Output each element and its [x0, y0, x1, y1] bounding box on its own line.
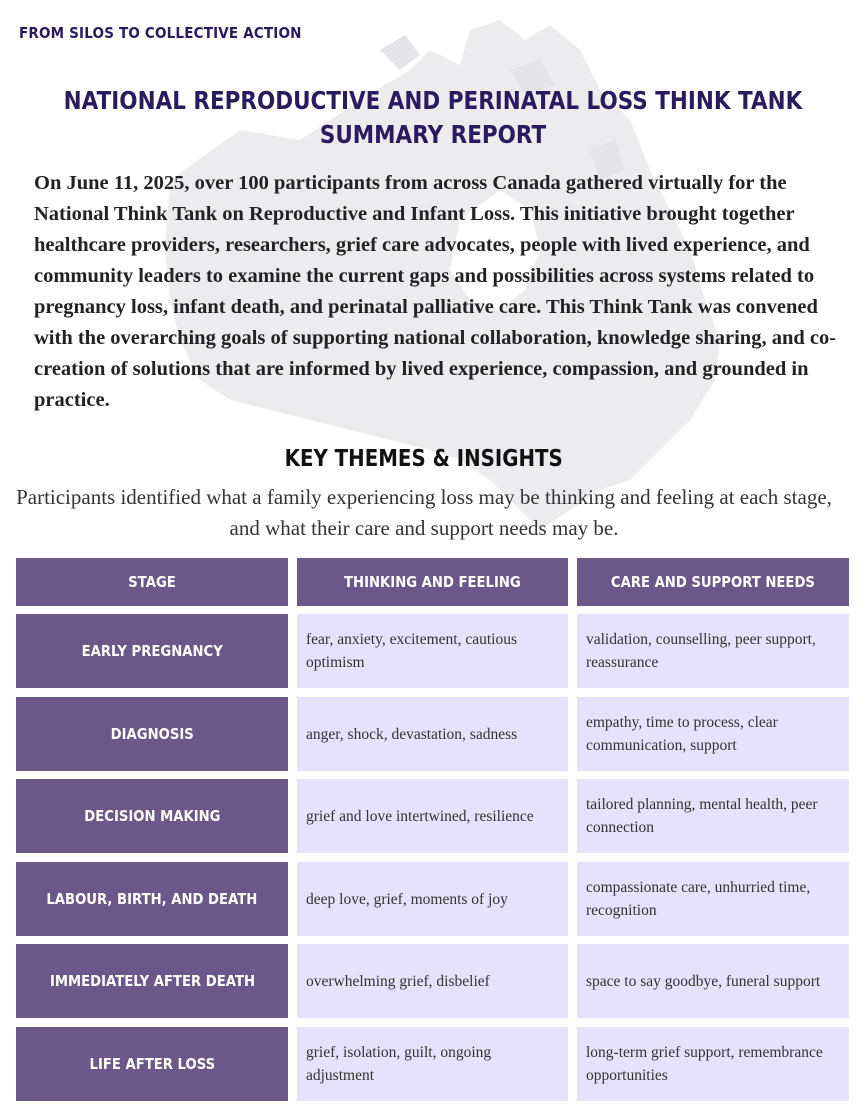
feeling-cell: fear, anxiety, excitement, cautious optimism: [297, 614, 568, 688]
table-row: [16, 779, 849, 853]
needs-cell: compassionate care, unhurried time, recognition: [577, 862, 849, 936]
report-title: [0, 84, 866, 152]
needs-cell: space to say goodbye, funeral support: [577, 944, 849, 1018]
table-row: [16, 944, 849, 1018]
header-stage: STAGE: [16, 558, 288, 606]
table-row: [16, 614, 849, 688]
stage-cell: LIFE AFTER LOSS: [16, 1027, 288, 1101]
needs-cell: long-term grief support, remembrance opportunities: [577, 1027, 849, 1101]
report-title-line1: NATIONAL REPRODUCTIVE AND PERINATAL LOSS THINK TANK: [63, 86, 803, 115]
themes-subtitle: Participants identified what a family experiencing loss may be thinking and feeling at each stage, and what their care and support needs may be.: [16, 485, 832, 540]
stage-cell: DECISION MAKING: [16, 779, 288, 853]
intro-paragraph: On June 11, 2025, over 100 participants from across Canada gathered virtually for the National Think Tank on Reproductive and Infant Loss. This initiative brought together healthcare providers, researchers, grief care advocates, people with lived experience, and community leaders to examine the current gaps and possibilities across systems related to pregnancy loss, infant death, and perinatal palliative care. This Think Tank was convened with the overarching goals of supporting national collaboration, knowledge sharing, and co-creation of solutions that are informed by lived experience, compassion, and grounded in practice.: [34, 172, 837, 411]
needs-cell: empathy, time to process, clear communication, support: [577, 697, 849, 771]
feeling-cell: deep love, grief, moments of joy: [297, 862, 568, 936]
feeling-cell: grief, isolation, guilt, ongoing adjustment: [297, 1027, 568, 1101]
table-header-row: [16, 558, 849, 606]
feeling-cell: grief and love intertwined, resilience: [297, 779, 568, 853]
needs-cell: validation, counselling, peer support, reassurance: [577, 614, 849, 688]
stage-cell: DIAGNOSIS: [16, 697, 288, 771]
stage-cell: EARLY PREGNANCY: [16, 614, 288, 688]
table-row: [16, 1027, 849, 1101]
header-care-support: CARE AND SUPPORT NEEDS: [577, 558, 849, 606]
table-row: [16, 697, 849, 771]
table-row: [16, 862, 849, 936]
themes-title: KEY THEMES & INSIGHTS: [284, 446, 564, 472]
report-title-line2: SUMMARY REPORT: [319, 120, 547, 149]
stage-cell: IMMEDIATELY AFTER DEATH: [16, 944, 288, 1018]
stage-cell: LABOUR, BIRTH, AND DEATH: [16, 862, 288, 936]
header-thinking-feeling: THINKING AND FEELING: [297, 558, 568, 606]
feeling-cell: overwhelming grief, disbelief: [297, 944, 568, 1018]
needs-cell: tailored planning, mental health, peer connection: [577, 779, 849, 853]
feeling-cell: anger, shock, devastation, sadness: [297, 697, 568, 771]
report-kicker: FROM SILOS TO COLLECTIVE ACTION: [19, 24, 302, 42]
